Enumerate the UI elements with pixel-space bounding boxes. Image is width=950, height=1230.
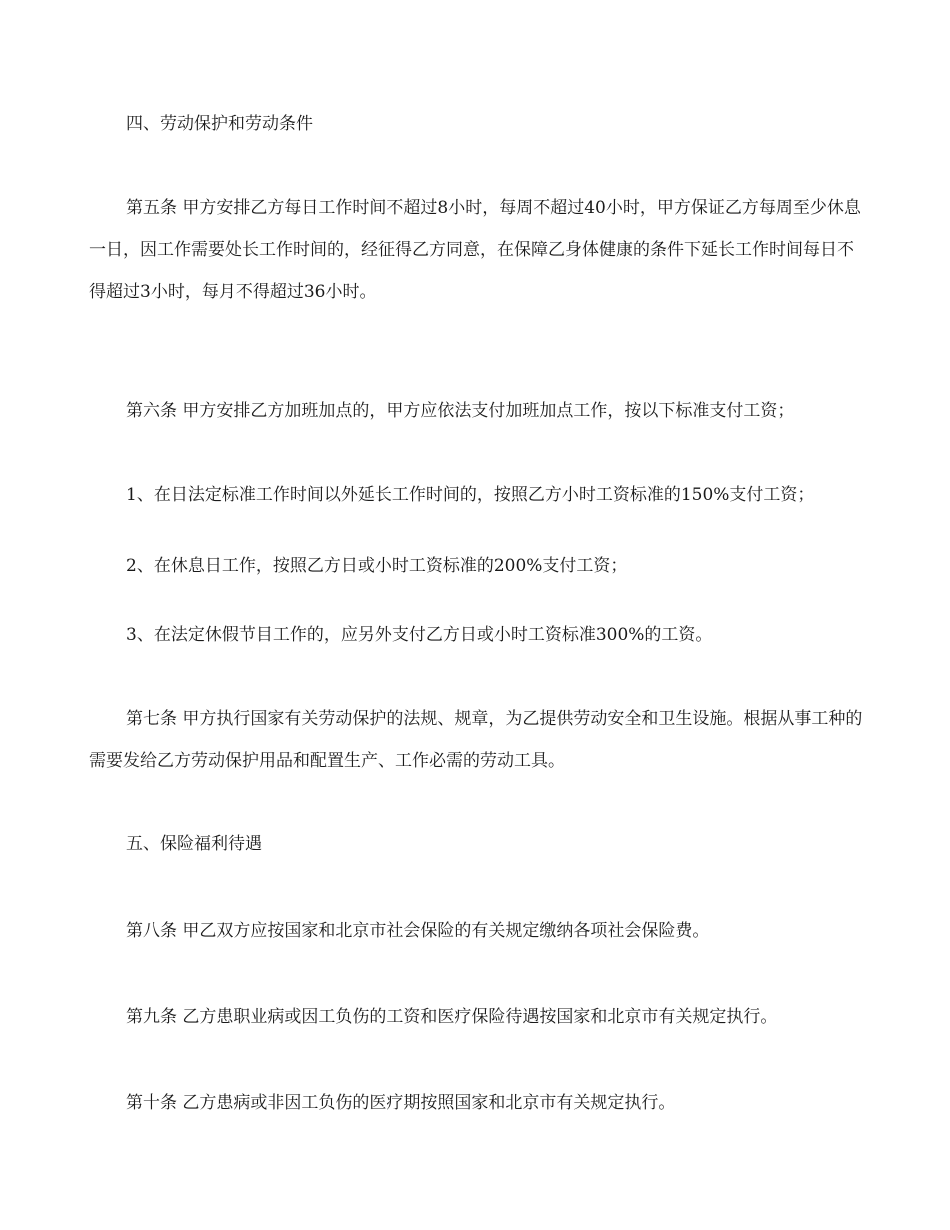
article-10-medical-period: 第十条 乙方患病或非因工负伤的医疗期按照国家和北京市有关规定执行。 — [126, 1093, 676, 1113]
overtime-item-1: 1、在日法定标准工作时间以外延长工作时间的，按照乙方小时工资标准的150%支付工资； — [126, 485, 815, 505]
article-7-safety: 第七条 甲方执行国家有关劳动保护的法规、规章，为乙提供劳动安全和卫生设施。根据从事工种的需要发给乙方劳动保护用品和配置生产、工作必需的劳动工具。 — [89, 709, 863, 771]
article-8-social-insurance: 第八条 甲乙双方应按国家和北京市社会保险的有关规定缴纳各项社会保险费。 — [126, 921, 710, 941]
section-heading-insurance: 五、保险福利待遇 — [126, 834, 262, 854]
overtime-item-2: 2、在休息日工作，按照乙方日或小时工资标准的200%支付工资； — [126, 556, 628, 576]
article-9-occupational-injury: 第九条 乙方患职业病或因工负伤的工资和医疗保险待遇按国家和北京市有关规定执行。 — [126, 1007, 778, 1027]
overtime-item-3: 3、在法定休假节目工作的，应另外支付乙方日或小时工资标准300%的工资。 — [126, 625, 713, 645]
article-5-working-hours: 第五条 甲方安排乙方每日工作时间不超过8小时，每周不超过40小时，甲方保证乙方每周至少休息一日，因工作需要处长工作时间的，经征得乙方同意，在保障乙身体健康的条件下延长工作时间每日不得超过3小时，每月不得超过36小时。 — [89, 198, 861, 302]
article-6-overtime: 第六条 甲方安排乙方加班加点的，甲方应依法支付加班加点工作，按以下标准支付工资； — [126, 401, 795, 421]
section-heading-labor-protection: 四、劳动保护和劳动条件 — [126, 114, 313, 134]
